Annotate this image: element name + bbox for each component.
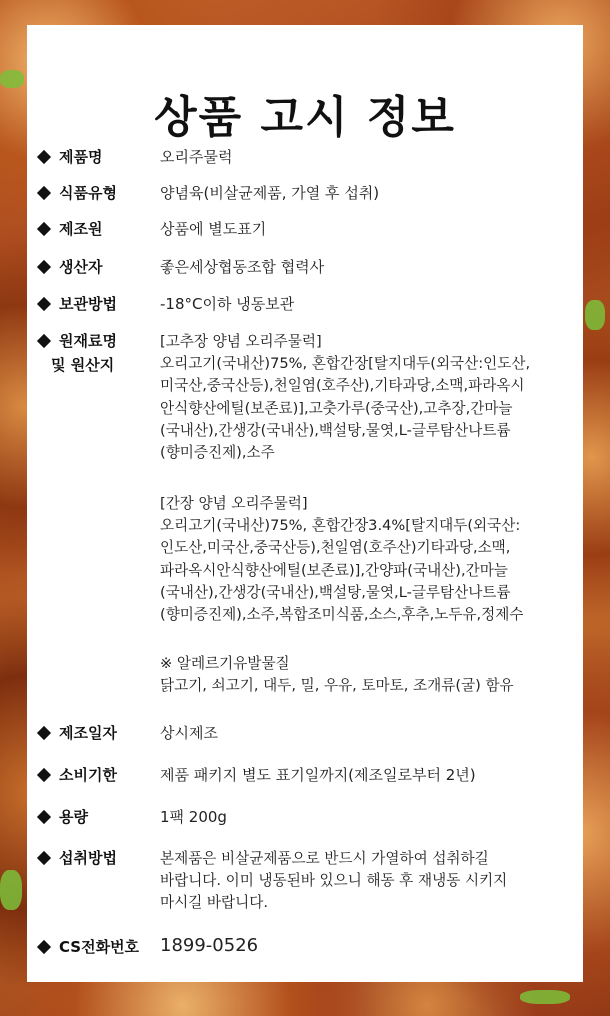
ingredient-heading: [간장 양념 오리주물럭] <box>160 495 308 512</box>
green-onion-decoration <box>520 990 570 1004</box>
row-value: 양념육(비살균제품, 가열 후 섭취) <box>160 184 380 202</box>
diamond-bullet-icon <box>37 940 51 954</box>
row-label-line2: 및 원산지 <box>51 356 115 374</box>
allergy-info <box>160 653 580 697</box>
row-label: 생산자 <box>59 258 103 276</box>
diamond-bullet-icon <box>37 260 51 274</box>
ingredient-line: (향미증진제),소주 <box>160 444 275 462</box>
diamond-bullet-icon <box>37 150 51 164</box>
row-label: CS전화번호 <box>59 938 140 956</box>
row-label: 식품유형 <box>59 184 117 202</box>
allergy-text: 닭고기, 쇠고기, 대두, 밀, 우유, 토마토, 조개류(굴) 함유 <box>160 677 514 695</box>
row-label: 제조일자 <box>59 724 117 742</box>
diamond-bullet-icon <box>37 297 51 311</box>
green-onion-decoration <box>0 70 24 88</box>
row-value: -18°C이하 냉동보관 <box>160 295 295 313</box>
green-onion-decoration <box>0 870 22 910</box>
row-value: 상품에 별도표기 <box>160 220 267 238</box>
ingredient-line: 오리고기(국내산)75%, 혼합간장3.4%[탈지대두(외국산: <box>160 517 521 535</box>
ingredient-line: (향미증진제),소주,복합조미식품,소스,후추,노두유,정제수 <box>160 606 524 624</box>
cs-phone-number: 1899-0526 <box>160 935 259 956</box>
ingredient-line: (국내산),간생강(국내산),백설탕,물엿,L-글루탐산나트륨 <box>160 583 511 601</box>
row-value: 1팩 200g <box>160 808 227 826</box>
diamond-bullet-icon <box>37 810 51 824</box>
diamond-bullet-icon <box>37 186 51 200</box>
row-label: 섭취방법 <box>59 849 117 867</box>
row-value: 상시제조 <box>160 724 218 742</box>
intake-line: 바랍니다. 이미 냉동된바 있으니 해동 후 재냉동 시키지 <box>160 872 508 890</box>
row-value: 좋은세상협동조합 협력사 <box>160 258 325 276</box>
diamond-bullet-icon <box>37 726 51 740</box>
ingredient-line: 인도산,미국산,중국산등),천일염(호주산)기타과당,소맥, <box>160 539 511 557</box>
ingredient-line: (국내산),간생강(국내산),백설탕,물엿,L-글루탐산나트륨 <box>160 421 511 439</box>
ingredient-line: 미국산,중국산등),천일염(호주산),기타과당,소맥,파라옥시 <box>160 377 525 395</box>
row-label: 제조원 <box>59 220 103 238</box>
green-onion-decoration <box>585 300 605 330</box>
intake-line: 마시길 바랍니다. <box>160 894 268 912</box>
allergy-heading: ※ 알레르기유발물질 <box>160 655 290 672</box>
diamond-bullet-icon <box>37 334 51 348</box>
row-value: 오리주물럭 <box>160 148 233 166</box>
diamond-bullet-icon <box>37 768 51 782</box>
ingredient-heading: [고추장 양념 오리주물럭] <box>160 333 322 350</box>
row-label: 소비기한 <box>59 766 117 784</box>
row-label: 보관방법 <box>59 295 117 313</box>
intake-line: 본제품은 비살균제품으로 반드시 가열하여 섭취하길 <box>160 850 489 867</box>
info-panel <box>27 25 583 982</box>
ingredient-line: 오리고기(국내산)75%, 혼합간장[탈지대두(외국산:인도산, <box>160 355 531 373</box>
diamond-bullet-icon <box>37 222 51 236</box>
row-label: 제품명 <box>59 148 103 166</box>
row-label: 용량 <box>59 808 88 826</box>
diamond-bullet-icon <box>37 851 51 865</box>
page-title: 상품 고시 정보 <box>154 92 456 143</box>
gochujang-ingredients <box>160 331 580 464</box>
ingredient-line: 안식향산에틸(보존료)],고춧가루(중국산),고추장,간마늘 <box>160 399 513 417</box>
row-value: 제품 패키지 별도 표기일까지(제조일로부터 2년) <box>160 766 476 784</box>
intake-text <box>160 848 580 915</box>
ingredient-line: 파라옥시안식향산에틸(보존료)],간양파(국내산),간마늘 <box>160 561 508 579</box>
soy-ingredients <box>160 493 580 626</box>
row-label-line1: 원재료명 <box>59 332 117 350</box>
